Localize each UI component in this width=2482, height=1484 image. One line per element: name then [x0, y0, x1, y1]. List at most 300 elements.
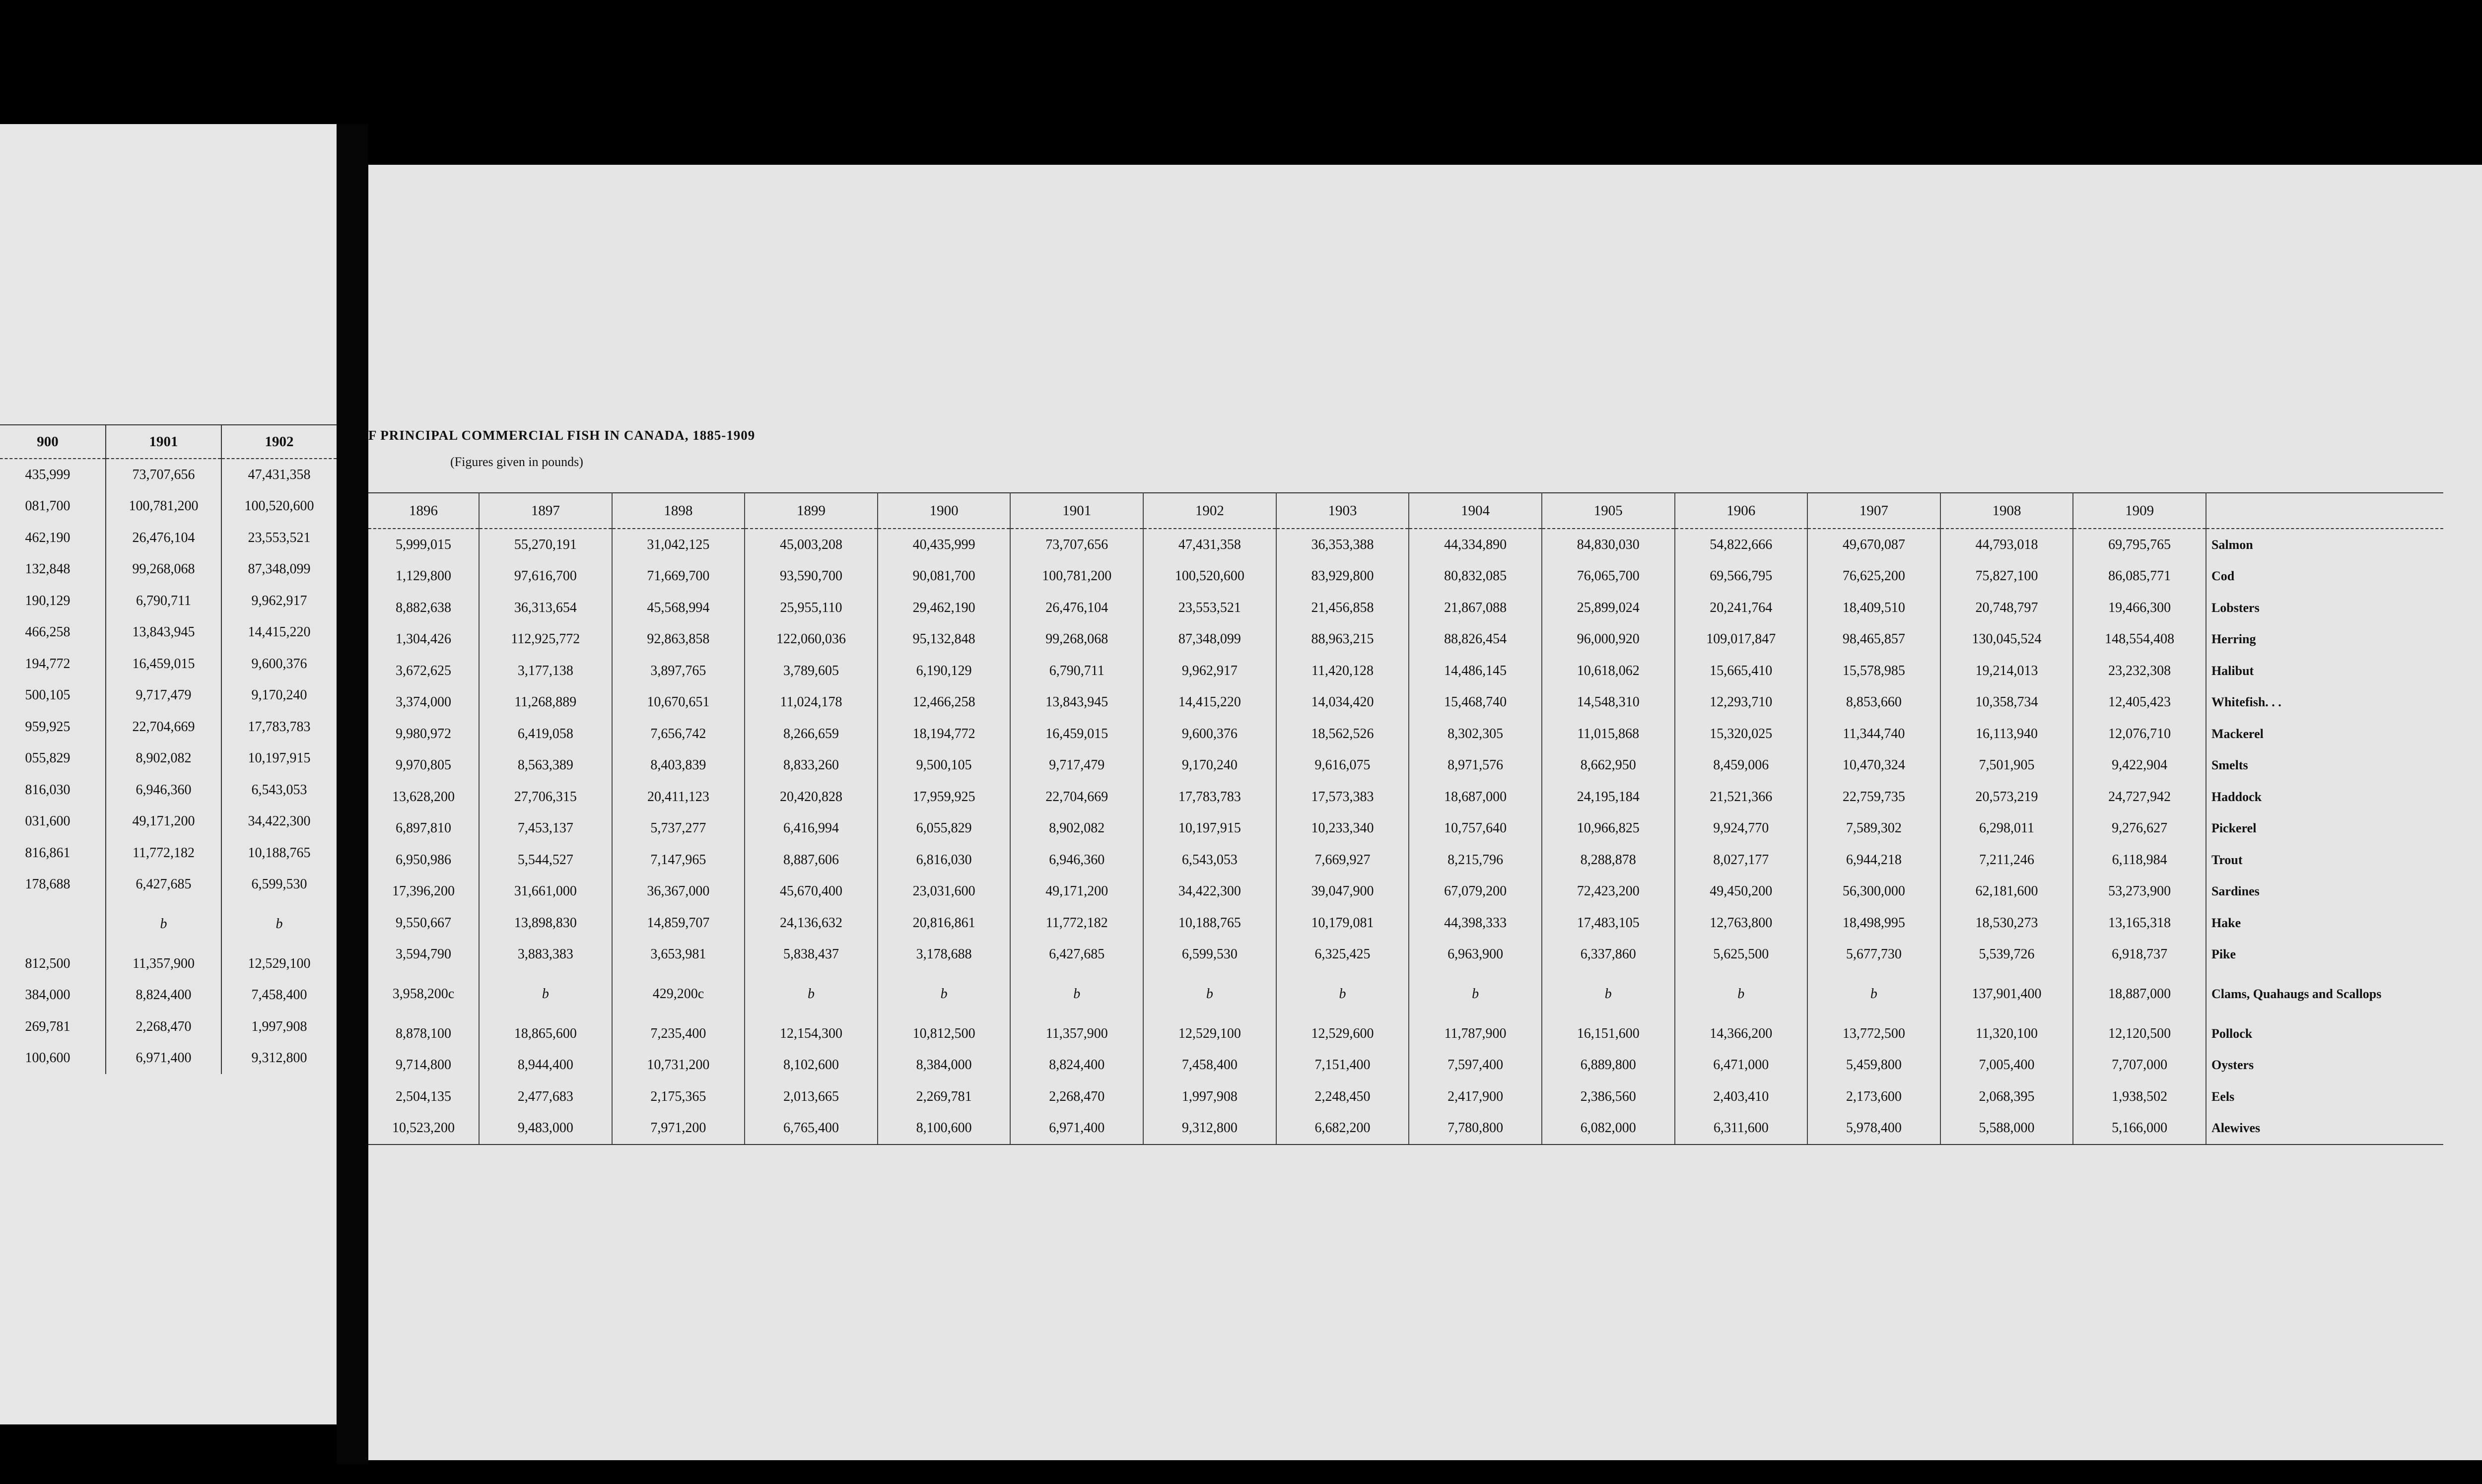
- table-cell: 10,197,915: [221, 743, 337, 775]
- table-cell: 12,763,800: [1675, 907, 1808, 939]
- table-cell: 29,462,190: [878, 592, 1011, 624]
- table-cell: b: [1010, 970, 1143, 1018]
- table-cell: 10,188,765: [221, 837, 337, 869]
- table-cell: 97,616,700: [479, 561, 612, 593]
- table-cell: 72,423,200: [1542, 876, 1675, 908]
- table-cell: 99,268,068: [106, 554, 221, 586]
- table-row: [368, 655, 2443, 687]
- table-cell: 112,925,772: [479, 624, 612, 656]
- table-cell: 14,415,220: [221, 617, 337, 649]
- table-cell: 6,971,400: [1010, 1113, 1143, 1145]
- table-cell: 1,997,908: [1143, 1081, 1276, 1113]
- table-cell: 47,431,358: [1143, 529, 1276, 561]
- table-cell: b: [479, 970, 612, 1018]
- table-row: [368, 1018, 2443, 1050]
- table-cell: 132,848: [0, 554, 106, 586]
- table-row: [0, 585, 337, 617]
- table-cell: 14,366,200: [1675, 1018, 1808, 1050]
- table-cell: 11,344,740: [1807, 718, 1940, 750]
- table-cell: 6,311,600: [1675, 1113, 1808, 1145]
- table-cell: 6,918,737: [2073, 939, 2206, 971]
- table-cell: 40,435,999: [878, 529, 1011, 561]
- table-cell: 18,865,600: [479, 1018, 612, 1050]
- table-cell: 269,781: [0, 1011, 106, 1043]
- table-cell: 2,269,781: [878, 1081, 1011, 1113]
- table-row: [0, 1011, 337, 1043]
- table-cell: 055,829: [0, 743, 106, 775]
- table-cell: 31,661,000: [479, 876, 612, 908]
- main-data-table: [368, 492, 2443, 1145]
- table-cell: 6,471,000: [1675, 1050, 1808, 1081]
- table-cell: 7,453,137: [479, 813, 612, 845]
- table-cell: 6,543,053: [221, 774, 337, 806]
- year-header: 1899: [745, 493, 878, 529]
- table-cell: 7,589,302: [1807, 813, 1940, 845]
- table-cell: 26,476,104: [106, 522, 221, 554]
- year-header: 1905: [1542, 493, 1675, 529]
- table-row: [368, 1081, 2443, 1113]
- table-row: [368, 561, 2443, 593]
- table-cell: b: [745, 970, 878, 1018]
- table-cell: 18,194,772: [878, 718, 1011, 750]
- table-cell: 21,521,366: [1675, 781, 1808, 813]
- table-row: [0, 459, 337, 491]
- table-cell: 73,707,656: [1010, 529, 1143, 561]
- table-cell: 12,293,710: [1675, 687, 1808, 719]
- table-cell: 11,357,900: [106, 948, 221, 980]
- table-cell: 1,129,800: [368, 561, 479, 593]
- table-cell: 6,427,685: [106, 869, 221, 901]
- table-cell: 55,270,191: [479, 529, 612, 561]
- species-label: Mackerel: [2211, 726, 2264, 741]
- species-label: Eels: [2211, 1089, 2235, 1104]
- table-cell: 5,459,800: [1807, 1050, 1940, 1081]
- table-cell: 100,781,200: [106, 491, 221, 523]
- table-row: [368, 844, 2443, 876]
- year-header: 1909: [2073, 493, 2206, 529]
- table-cell: 10,966,825: [1542, 813, 1675, 845]
- table-cell: 122,060,036: [745, 624, 878, 656]
- table-row: [368, 750, 2443, 782]
- table-cell: 6,946,360: [106, 774, 221, 806]
- table-cell: 49,670,087: [1807, 529, 1940, 561]
- table-cell: b: [1276, 970, 1409, 1018]
- table-cell: 76,065,700: [1542, 561, 1675, 593]
- species-label: Trout: [2211, 852, 2243, 867]
- table-cell: 7,669,927: [1276, 844, 1409, 876]
- table-cell: 45,568,994: [612, 592, 745, 624]
- table-cell: 87,348,099: [221, 554, 337, 586]
- table-cell: 8,902,082: [1010, 813, 1143, 845]
- table-cell: 6,889,800: [1542, 1050, 1675, 1081]
- table-cell: 9,924,770: [1675, 813, 1808, 845]
- table-cell: 8,215,796: [1409, 844, 1542, 876]
- species-label: Clams, Quahaugs and Scallops: [2211, 987, 2382, 1001]
- table-cell: 53,273,900: [2073, 876, 2206, 908]
- table-cell: 44,793,018: [1940, 529, 2073, 561]
- table-cell: 148,554,408: [2073, 624, 2206, 656]
- table-row: [368, 529, 2443, 561]
- table-cell: 23,553,521: [1143, 592, 1276, 624]
- table-cell: 10,470,324: [1807, 750, 1940, 782]
- table-cell: 5,838,437: [745, 939, 878, 971]
- table-cell: 9,600,376: [1143, 718, 1276, 750]
- table-row: [368, 939, 2443, 971]
- table-cell: 15,578,985: [1807, 655, 1940, 687]
- table-cell: 5,625,500: [1675, 939, 1808, 971]
- table-cell: 13,843,945: [1010, 687, 1143, 719]
- table-cell: 12,529,600: [1276, 1018, 1409, 1050]
- table-cell: 25,899,024: [1542, 592, 1675, 624]
- table-cell: 5,737,277: [612, 813, 745, 845]
- table-row: [0, 948, 337, 980]
- species-label: Whitefish. . .: [2211, 695, 2281, 710]
- table-row: [0, 743, 337, 775]
- table-cell: 11,787,900: [1409, 1018, 1542, 1050]
- species-header: [2206, 493, 2443, 529]
- table-cell: 3,653,981: [612, 939, 745, 971]
- table-cell: 9,483,000: [479, 1113, 612, 1145]
- table-cell: 9,962,917: [221, 585, 337, 617]
- table-cell: 90,081,700: [878, 561, 1011, 593]
- table-cell: 11,772,182: [1010, 907, 1143, 939]
- table-cell: 23,553,521: [221, 522, 337, 554]
- table-cell: 67,079,200: [1409, 876, 1542, 908]
- table-cell: 7,211,246: [1940, 844, 2073, 876]
- table-cell: 19,214,013: [1940, 655, 2073, 687]
- table-cell: 6,963,900: [1409, 939, 1542, 971]
- table-cell: 93,590,700: [745, 561, 878, 593]
- table-cell: 9,980,972: [368, 718, 479, 750]
- table-cell: 7,147,965: [612, 844, 745, 876]
- table-cell: 9,276,627: [2073, 813, 2206, 845]
- table-cell: 5,677,730: [1807, 939, 1940, 971]
- table-cell: 6,543,053: [1143, 844, 1276, 876]
- table-cell: 76,625,200: [1807, 561, 1940, 593]
- table-cell: 49,171,200: [1010, 876, 1143, 908]
- table-cell: 5,978,400: [1807, 1113, 1940, 1145]
- table-cell: 10,197,915: [1143, 813, 1276, 845]
- table-cell: 14,859,707: [612, 907, 745, 939]
- table-cell: 100,781,200: [1010, 561, 1143, 593]
- table-cell: 16,151,600: [1542, 1018, 1675, 1050]
- table-cell: 11,024,178: [745, 687, 878, 719]
- table-cell: 15,665,410: [1675, 655, 1808, 687]
- table-cell: b: [106, 900, 221, 948]
- table-cell: 27,706,315: [479, 781, 612, 813]
- table-cell: 8,824,400: [106, 980, 221, 1012]
- table-cell: 1,938,502: [2073, 1081, 2206, 1113]
- table-cell: 14,415,220: [1143, 687, 1276, 719]
- table-row: [0, 980, 337, 1012]
- table-cell: 5,166,000: [2073, 1113, 2206, 1145]
- table-row: [0, 837, 337, 869]
- table-cell: 8,302,305: [1409, 718, 1542, 750]
- year-header: 1896: [368, 493, 479, 529]
- table-cell: 6,682,200: [1276, 1113, 1409, 1145]
- table-cell: 100,520,600: [221, 491, 337, 523]
- table-cell: 95,132,848: [878, 624, 1011, 656]
- table-cell: 7,458,400: [221, 980, 337, 1012]
- table-cell: b: [1542, 970, 1675, 1018]
- table-cell: 6,298,011: [1940, 813, 2073, 845]
- table-row: [0, 900, 337, 948]
- table-cell: 17,959,925: [878, 781, 1011, 813]
- table-cell: 3,374,000: [368, 687, 479, 719]
- table-cell: 31,042,125: [612, 529, 745, 561]
- table-cell: 178,688: [0, 869, 106, 901]
- table-cell: 6,325,425: [1276, 939, 1409, 971]
- table-cell: 84,830,030: [1542, 529, 1675, 561]
- table-cell: 3,958,200c: [368, 970, 479, 1018]
- table-cell: 24,136,632: [745, 907, 878, 939]
- species-label: Cod: [2211, 569, 2235, 584]
- table-row: [0, 554, 337, 586]
- table-cell: 13,165,318: [2073, 907, 2206, 939]
- table-cell: 34,422,300: [1143, 876, 1276, 908]
- table-cell: 435,999: [0, 459, 106, 491]
- table-cell: 6,790,711: [1010, 655, 1143, 687]
- table-cell: 12,120,500: [2073, 1018, 2206, 1050]
- table-cell: 18,409,510: [1807, 592, 1940, 624]
- table-cell: 137,901,400: [1940, 970, 2073, 1018]
- table-cell: 73,707,656: [106, 459, 221, 491]
- table-row: [368, 781, 2443, 813]
- table-cell: 6,897,810: [368, 813, 479, 845]
- table-cell: 8,288,878: [1542, 844, 1675, 876]
- table-cell: 12,405,423: [2073, 687, 2206, 719]
- table-cell: 13,628,200: [368, 781, 479, 813]
- table-cell: 100,600: [0, 1043, 106, 1075]
- table-cell: 18,687,000: [1409, 781, 1542, 813]
- table-cell: 9,312,800: [1143, 1113, 1276, 1145]
- species-label: Lobsters: [2211, 600, 2260, 615]
- table-cell: 7,597,400: [1409, 1050, 1542, 1081]
- table-cell: 6,599,530: [1143, 939, 1276, 971]
- table-cell: 9,550,667: [368, 907, 479, 939]
- species-label: Alewives: [2206, 1113, 2443, 1145]
- table-cell: 11,268,889: [479, 687, 612, 719]
- table-cell: 6,055,829: [878, 813, 1011, 845]
- table-cell: 1,997,908: [221, 1011, 337, 1043]
- table-cell: 17,783,783: [221, 711, 337, 743]
- table-cell: 10,179,081: [1276, 907, 1409, 939]
- table-cell: 75,827,100: [1940, 561, 2073, 593]
- table-cell: 100,520,600: [1143, 561, 1276, 593]
- table-cell: 10,188,765: [1143, 907, 1276, 939]
- table-cell: 6,337,860: [1542, 939, 1675, 971]
- table-cell: 45,670,400: [745, 876, 878, 908]
- table-cell: b: [221, 900, 337, 948]
- table-cell: 031,600: [0, 806, 106, 838]
- table-cell: 9,717,479: [106, 680, 221, 712]
- table-cell: 14,486,145: [1409, 655, 1542, 687]
- table-cell: 8,902,082: [106, 743, 221, 775]
- table-cell: 47,431,358: [221, 459, 337, 491]
- table-cell: 11,772,182: [106, 837, 221, 869]
- table-row: [368, 718, 2443, 750]
- table-row: [0, 869, 337, 901]
- table-cell: b: [878, 970, 1011, 1018]
- table-cell: 7,235,400: [612, 1018, 745, 1050]
- table-cell: b: [1409, 970, 1542, 1018]
- year-header: 1900: [878, 493, 1011, 529]
- year-header: 1898: [612, 493, 745, 529]
- table-cell: 18,887,000: [2073, 970, 2206, 1018]
- year-header: 1901: [106, 425, 221, 459]
- species-label: Hake: [2211, 915, 2241, 930]
- table-cell: 10,670,651: [612, 687, 745, 719]
- year-header: 1902: [221, 425, 337, 459]
- table-cell: 9,616,075: [1276, 750, 1409, 782]
- table-cell: 5,539,726: [1940, 939, 2073, 971]
- table-row: [0, 1043, 337, 1075]
- table-cell: 10,523,200: [368, 1113, 479, 1145]
- table-cell: 6,790,711: [106, 585, 221, 617]
- table-row: [368, 592, 2443, 624]
- table-cell: 6,816,030: [878, 844, 1011, 876]
- table-cell: 21,867,088: [1409, 592, 1542, 624]
- table-cell: 87,348,099: [1143, 624, 1276, 656]
- table-cell: [0, 900, 106, 948]
- table-cell: 6,419,058: [479, 718, 612, 750]
- table-cell: 88,963,215: [1276, 624, 1409, 656]
- table-cell: 2,268,470: [106, 1011, 221, 1043]
- table-row: [368, 970, 2443, 1018]
- table-cell: 14,548,310: [1542, 687, 1675, 719]
- table-cell: 16,459,015: [1010, 718, 1143, 750]
- table-cell: 2,248,450: [1276, 1081, 1409, 1113]
- table-cell: 80,832,085: [1409, 561, 1542, 593]
- table-cell: 15,468,740: [1409, 687, 1542, 719]
- species-label: Sardines: [2211, 884, 2260, 899]
- table-cell: 56,300,000: [1807, 876, 1940, 908]
- table-cell: 9,170,240: [221, 680, 337, 712]
- table-cell: 500,105: [0, 680, 106, 712]
- table-cell: 9,600,376: [221, 648, 337, 680]
- table-cell: 22,759,735: [1807, 781, 1940, 813]
- year-header: 1906: [1675, 493, 1808, 529]
- table-cell: 109,017,847: [1675, 624, 1808, 656]
- species-label: Pike: [2211, 947, 2236, 962]
- table-cell: 8,878,100: [368, 1018, 479, 1050]
- table-row: [0, 711, 337, 743]
- table-cell: 7,458,400: [1143, 1050, 1276, 1081]
- table-cell: 812,500: [0, 948, 106, 980]
- table-cell: 2,173,600: [1807, 1081, 1940, 1113]
- table-cell: 3,178,688: [878, 939, 1011, 971]
- table-cell: 69,566,795: [1675, 561, 1808, 593]
- table-cell: 6,944,218: [1807, 844, 1940, 876]
- table-cell: 11,015,868: [1542, 718, 1675, 750]
- table-cell: 20,420,828: [745, 781, 878, 813]
- species-label: Haddock: [2211, 789, 2262, 804]
- table-cell: 8,882,638: [368, 592, 479, 624]
- table-cell: 429,200c: [612, 970, 745, 1018]
- table-cell: 10,731,200: [612, 1050, 745, 1081]
- table-cell: 69,795,765: [2073, 529, 2206, 561]
- table-cell: 19,466,300: [2073, 592, 2206, 624]
- table-cell: 6,971,400: [106, 1043, 221, 1075]
- table-cell: 24,195,184: [1542, 781, 1675, 813]
- table-cell: 23,232,308: [2073, 655, 2206, 687]
- table-cell: 190,129: [0, 585, 106, 617]
- table-cell: 20,748,797: [1940, 592, 2073, 624]
- table-cell: 10,757,640: [1409, 813, 1542, 845]
- table-cell: 12,529,100: [221, 948, 337, 980]
- year-header: 1904: [1409, 493, 1542, 529]
- table-cell: 816,861: [0, 837, 106, 869]
- table-cell: 194,772: [0, 648, 106, 680]
- table-cell: 2,403,410: [1675, 1081, 1808, 1113]
- table-cell: 8,824,400: [1010, 1050, 1143, 1081]
- table-cell: 17,483,105: [1542, 907, 1675, 939]
- table-cell: 24,727,942: [2073, 781, 2206, 813]
- table-cell: 18,530,273: [1940, 907, 2073, 939]
- year-header: 900: [0, 425, 106, 459]
- table-cell: 384,000: [0, 980, 106, 1012]
- table-cell: 5,588,000: [1940, 1113, 2073, 1145]
- table-cell: 6,082,000: [1542, 1113, 1675, 1145]
- year-header: 1903: [1276, 493, 1409, 529]
- table-cell: 11,420,128: [1276, 655, 1409, 687]
- table-cell: 7,780,800: [1409, 1113, 1542, 1145]
- table-cell: 9,970,805: [368, 750, 479, 782]
- page-title: F PRINCIPAL COMMERCIAL FISH IN CANADA, 1885-1909: [368, 428, 756, 443]
- table-cell: 18,562,526: [1276, 718, 1409, 750]
- table-cell: 816,030: [0, 774, 106, 806]
- year-header: 1907: [1807, 493, 1940, 529]
- table-cell: 3,789,605: [745, 655, 878, 687]
- table-row: [368, 624, 2443, 656]
- table-cell: 71,669,700: [612, 561, 745, 593]
- species-label: Halibut: [2211, 663, 2254, 678]
- table-cell: 8,662,950: [1542, 750, 1675, 782]
- table-cell: 16,459,015: [106, 648, 221, 680]
- table-cell: 10,358,734: [1940, 687, 2073, 719]
- table-row: [0, 491, 337, 523]
- table-cell: 14,034,420: [1276, 687, 1409, 719]
- table-row: [368, 687, 2443, 719]
- table-cell: 8,563,389: [479, 750, 612, 782]
- table-cell: 13,772,500: [1807, 1018, 1940, 1050]
- table-row: [0, 774, 337, 806]
- table-cell: 6,416,994: [745, 813, 878, 845]
- page-subtitle: (Figures given in pounds): [450, 455, 583, 469]
- table-cell: 5,999,015: [368, 529, 479, 561]
- table-cell: 5,544,527: [479, 844, 612, 876]
- table-cell: 2,386,560: [1542, 1081, 1675, 1113]
- table-row: [368, 1113, 2443, 1145]
- left-page: [0, 124, 337, 1424]
- table-cell: 9,312,800: [221, 1043, 337, 1075]
- species-label: Smelts: [2211, 758, 2248, 773]
- table-cell: 9,714,800: [368, 1050, 479, 1081]
- table-cell: 3,177,138: [479, 655, 612, 687]
- table-cell: 49,450,200: [1675, 876, 1808, 908]
- table-cell: 9,170,240: [1143, 750, 1276, 782]
- table-cell: 22,704,669: [106, 711, 221, 743]
- table-cell: 7,005,400: [1940, 1050, 2073, 1081]
- table-cell: 3,672,625: [368, 655, 479, 687]
- table-row: [0, 680, 337, 712]
- table-cell: 17,783,783: [1143, 781, 1276, 813]
- table-cell: 20,411,123: [612, 781, 745, 813]
- table-cell: 7,151,400: [1276, 1050, 1409, 1081]
- table-cell: 7,707,000: [2073, 1050, 2206, 1081]
- table-cell: 1,304,426: [368, 624, 479, 656]
- main-page: [368, 165, 2482, 1460]
